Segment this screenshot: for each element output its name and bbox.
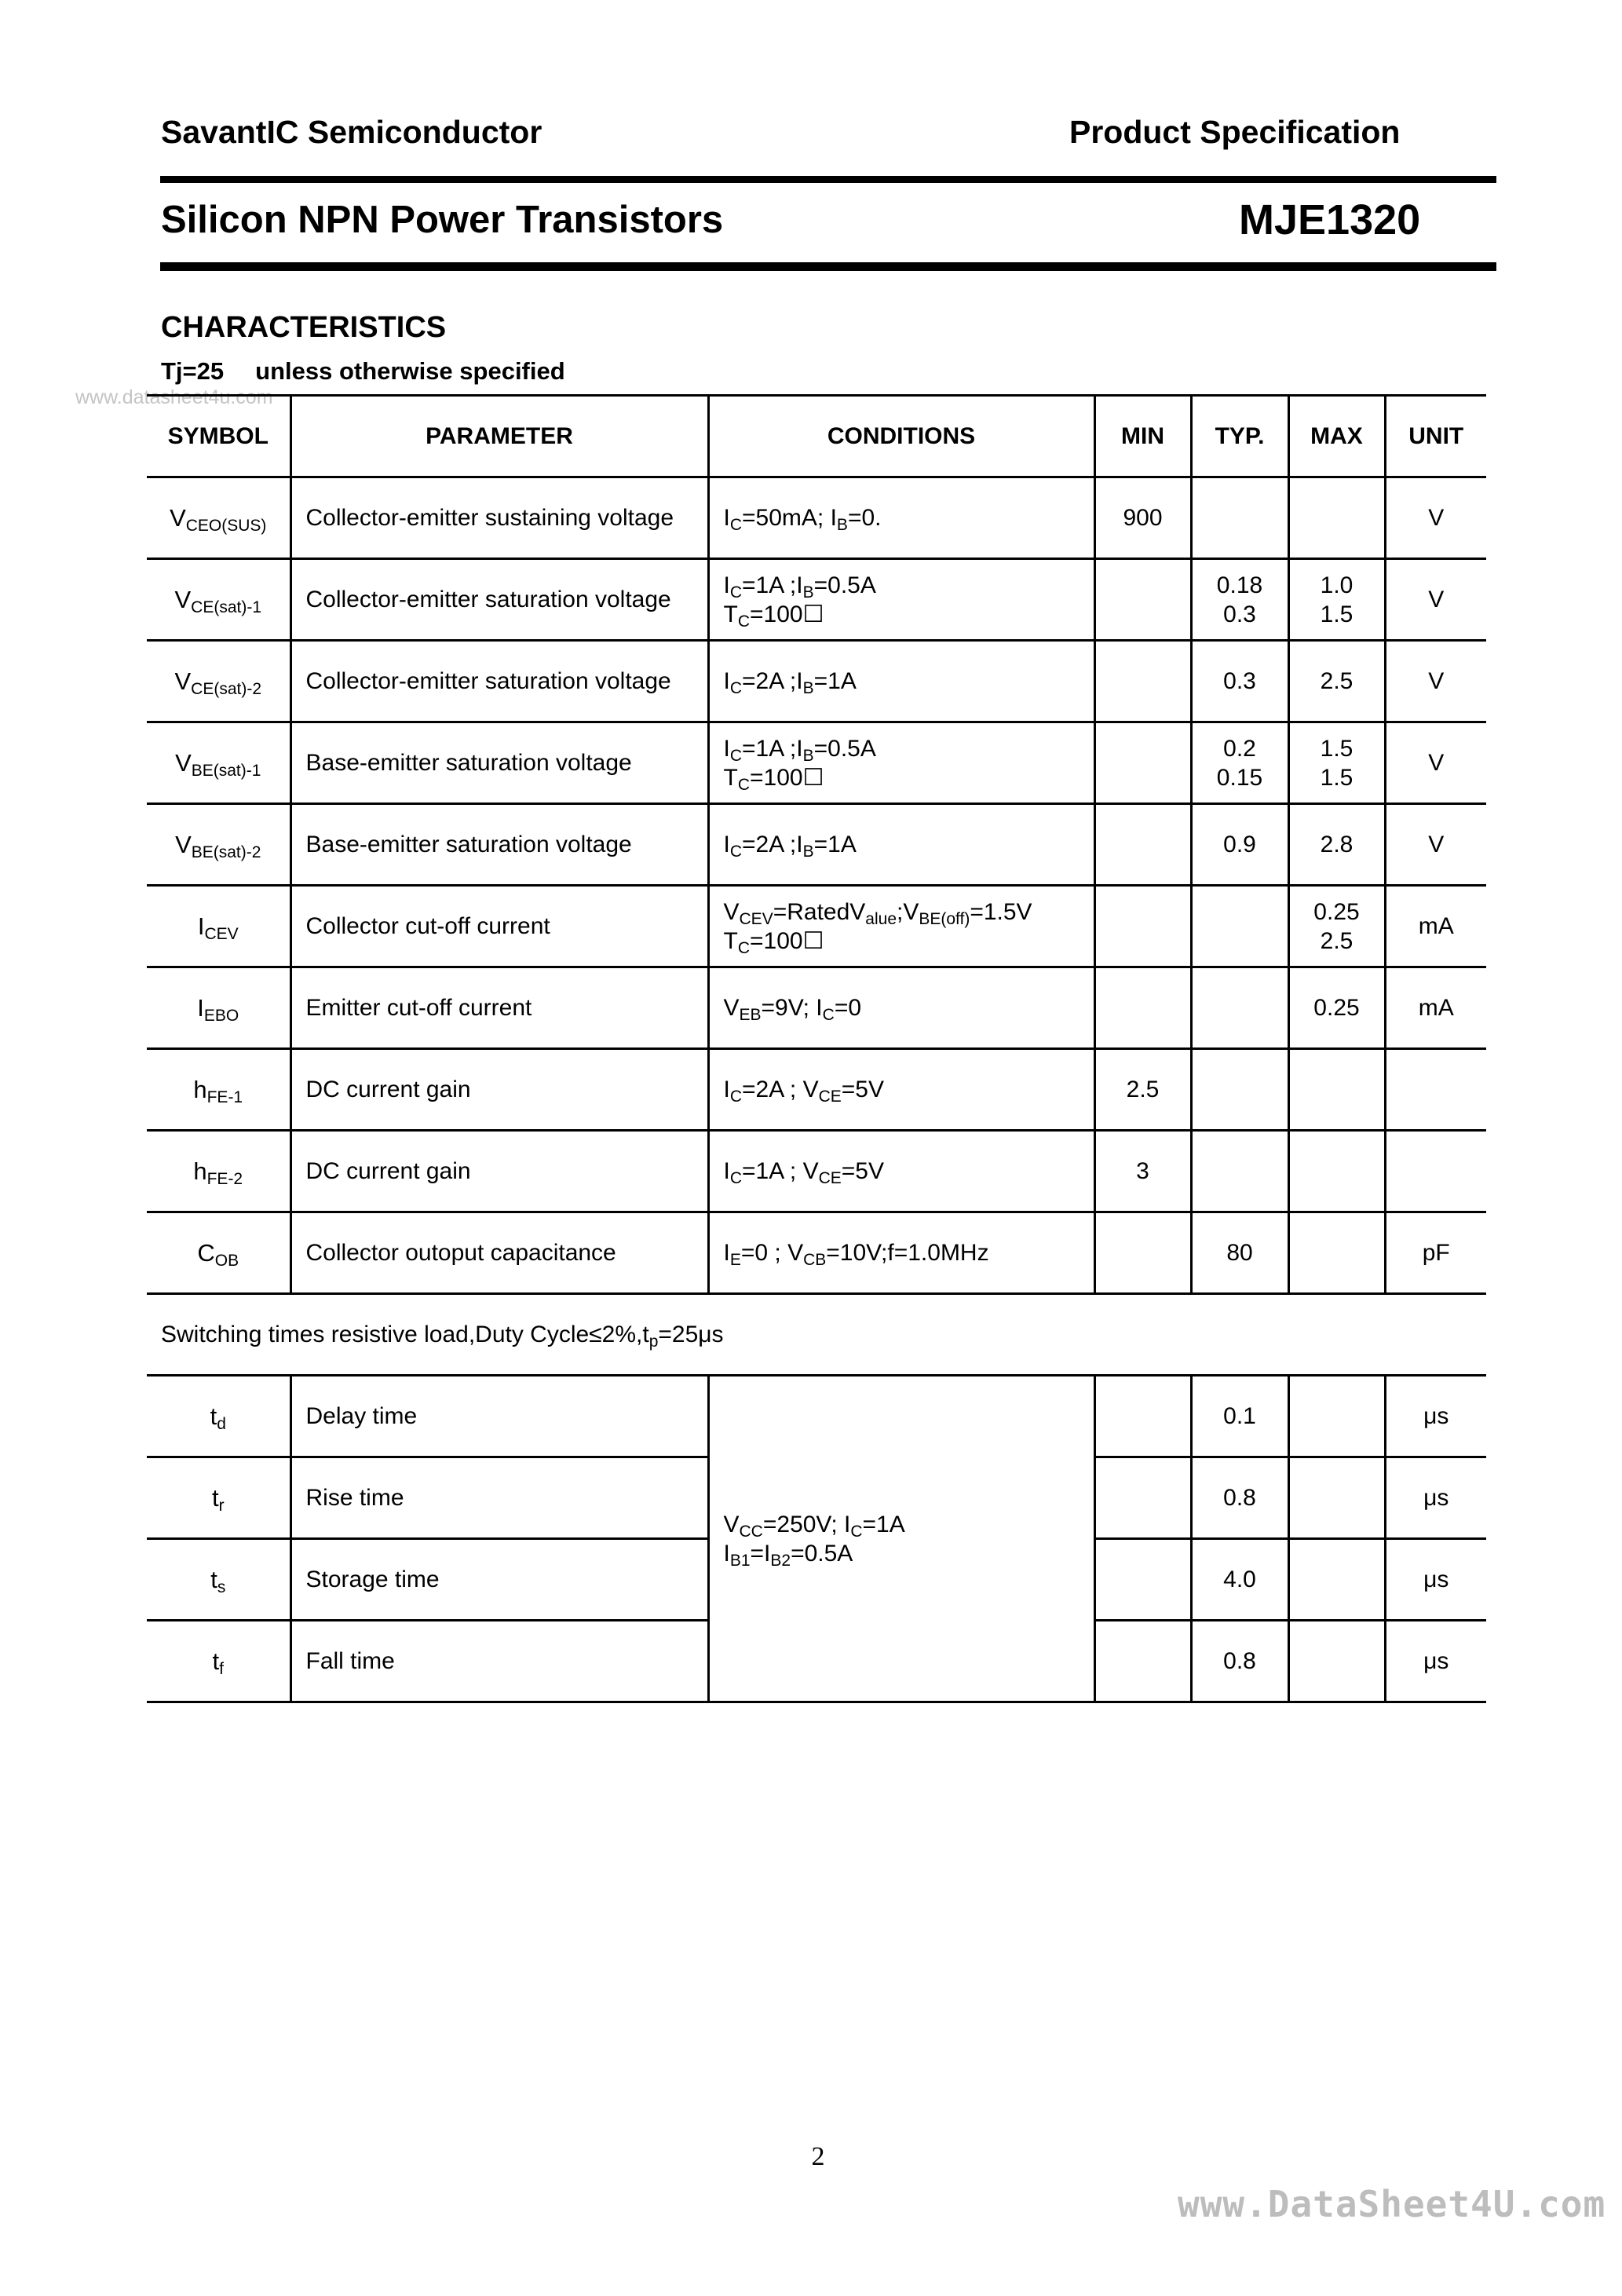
max-cell [1288,1131,1385,1212]
table-row [147,967,1486,1049]
min-cell [1094,1621,1191,1702]
table-row [147,804,1486,886]
typ-cell [1191,1131,1288,1212]
min-cell [1094,559,1191,641]
min-cell [1094,967,1191,1049]
min-cell [1094,886,1191,967]
company-name: SavantIC Semiconductor [161,114,542,150]
max-cell: 1.5 1.5 [1288,722,1385,804]
parameter-cell: Collector-emitter saturation voltage [290,559,708,641]
typ-cell: 0.1 [1191,1376,1288,1457]
max-cell: 0.25 2.5 [1288,886,1385,967]
symbol-cell: $C_{OB}$ [147,1212,290,1294]
max-cell [1288,1376,1385,1457]
document-type: Product Specification [1069,114,1401,150]
min-cell [1094,722,1191,804]
characteristics-table [147,394,1486,1703]
symbol-cell: $V_{CEO(SUS)}$ [147,477,290,559]
conditions-cell: $V_{CEV}=RatedV_{alue};V_{BE(off)}=1.5V$ $T_C=100☐$ [708,886,1094,967]
watermark-bottom[interactable]: www.DataSheet4U.com [1178,2183,1606,2225]
unit-cell: V [1385,641,1486,722]
header-parameter: PARAMETER [290,396,708,477]
unit-cell: μs [1385,1621,1486,1702]
unit-cell: μs [1385,1539,1486,1621]
unit-cell: mA [1385,967,1486,1049]
header-rule-bottom [160,262,1496,271]
min-cell [1094,1539,1191,1621]
unit-cell: V [1385,477,1486,559]
unit-cell: pF [1385,1212,1486,1294]
conditions-cell: $V_{EB}=9V$; $I_C=0$ [708,967,1094,1049]
symbol-cell: $I_{CEV}$ [147,886,290,967]
parameter-cell: Storage time [290,1539,708,1621]
unit-cell: V [1385,559,1486,641]
min-cell [1094,804,1191,886]
conditions-cell: $I_C=2A$ $;I_B=1A$ [708,804,1094,886]
parameter-cell: DC current gain [290,1131,708,1212]
symbol-cell: $V_{BE(sat)-2}$ [147,804,290,886]
typ-cell: 0.8 [1191,1457,1288,1539]
unit-cell: mA [1385,886,1486,967]
header-unit: UNIT [1385,396,1486,477]
conditions-cell: $I_C=2A$ ; $V_{CE}=5V$ [708,1049,1094,1131]
parameter-cell: Collector cut-off current [290,886,708,967]
max-cell [1288,1212,1385,1294]
typ-cell: 0.18 0.3 [1191,559,1288,641]
typ-cell [1191,477,1288,559]
header-max: MAX [1288,396,1385,477]
conditions-cell: $I_E=0$ ; $V_{CB}=10V;f=1.0MHz$ [708,1212,1094,1294]
symbol-cell: $t_r$ [147,1457,290,1539]
table-row [147,559,1486,641]
typ-cell: 4.0 [1191,1539,1288,1621]
header-symbol: SYMBOL [147,396,290,477]
symbol-cell: $t_f$ [147,1621,290,1702]
conditions-cell: $I_C=2A$ $;I_B=1A$ [708,641,1094,722]
symbol-cell: $h_{FE-2}$ [147,1131,290,1212]
symbol-cell: $V_{CE(sat)-1}$ [147,559,290,641]
typ-cell: 0.3 [1191,641,1288,722]
table-row [147,886,1486,967]
table-row [147,1212,1486,1294]
parameter-cell: Rise time [290,1457,708,1539]
table-row [147,722,1486,804]
max-cell: 1.0 1.5 [1288,559,1385,641]
symbol-cell: $V_{CE(sat)-2}$ [147,641,290,722]
typ-cell: 0.2 0.15 [1191,722,1288,804]
part-number: MJE1320 [1239,196,1421,243]
symbol-cell: $t_d$ [147,1376,290,1457]
page-number: 2 [811,2142,825,2171]
unit-cell: μs [1385,1376,1486,1457]
section-title: CHARACTERISTICS [161,311,447,344]
table-row [147,641,1486,722]
max-cell [1288,1049,1385,1131]
unit-cell: V [1385,804,1486,886]
max-cell [1288,1457,1385,1539]
typ-cell [1191,886,1288,967]
parameter-cell: Base-emitter saturation voltage [290,804,708,886]
min-cell [1094,641,1191,722]
condition-temp: Tj=25 [161,357,225,385]
min-cell: 900 [1094,477,1191,559]
typ-cell [1191,967,1288,1049]
symbol-cell: $t_s$ [147,1539,290,1621]
unit-cell [1385,1049,1486,1131]
watermark-top[interactable]: www.datasheet4u.com [75,386,273,408]
switching-note-row [147,1294,1486,1376]
unit-cell: μs [1385,1457,1486,1539]
parameter-cell: Collector-emitter saturation voltage [290,641,708,722]
min-cell [1094,1212,1191,1294]
header-typ: TYP. [1191,396,1288,477]
table-header-row [147,396,1486,477]
switching-note: Switching times resistive load,Duty $Cycle\le 2\%,t_p=25\mu s$ [147,1294,1486,1376]
typ-cell [1191,1049,1288,1131]
parameter-cell: DC current gain [290,1049,708,1131]
table-row [147,1376,1486,1457]
typ-cell: 0.8 [1191,1621,1288,1702]
table-row [147,1131,1486,1212]
condition-note [161,357,565,386]
max-cell: 0.25 [1288,967,1385,1049]
max-cell: 2.5 [1288,641,1385,722]
conditions-cell: $I_C=50mA$; $I_B=0$. [708,477,1094,559]
parameter-cell: Fall time [290,1621,708,1702]
min-cell: 3 [1094,1131,1191,1212]
parameter-cell: Base-emitter saturation voltage [290,722,708,804]
parameter-cell: Emitter cut-off current [290,967,708,1049]
unit-cell [1385,1131,1486,1212]
table-row [147,477,1486,559]
conditions-cell: $I_C=1A$ $;I_B=0.5A$ $T_C=100☐$ [708,722,1094,804]
header-rule-top [160,176,1496,183]
conditions-cell: $I_C=1A$ ; $V_{CE}=5V$ [708,1131,1094,1212]
typ-cell: 80 [1191,1212,1288,1294]
max-cell [1288,1621,1385,1702]
header-min: MIN [1094,396,1191,477]
min-cell [1094,1376,1191,1457]
min-cell [1094,1457,1191,1539]
max-cell [1288,1539,1385,1621]
document-title: Silicon NPN Power Transistors [161,199,724,241]
switching-conditions-cell: $V_{CC}=250V$; $I_C=1A$ $I_{B1}=I_{B2}=0.5A$ [708,1376,1094,1702]
parameter-cell: Delay time [290,1376,708,1457]
max-cell: 2.8 [1288,804,1385,886]
header-conditions: CONDITIONS [708,396,1094,477]
typ-cell: 0.9 [1191,804,1288,886]
symbol-cell: $I_{EBO}$ [147,967,290,1049]
min-cell: 2.5 [1094,1049,1191,1131]
condition-text: unless otherwise specified [255,357,565,385]
symbol-cell: $V_{BE(sat)-1}$ [147,722,290,804]
symbol-cell: $h_{FE-1}$ [147,1049,290,1131]
max-cell [1288,477,1385,559]
conditions-cell: $I_C=1A$ $;I_B=0.5A$ $T_C=100☐$ [708,559,1094,641]
parameter-cell: Collector outoput capacitance [290,1212,708,1294]
parameter-cell: Collector-emitter sustaining voltage [290,477,708,559]
unit-cell: V [1385,722,1486,804]
table-row [147,1049,1486,1131]
